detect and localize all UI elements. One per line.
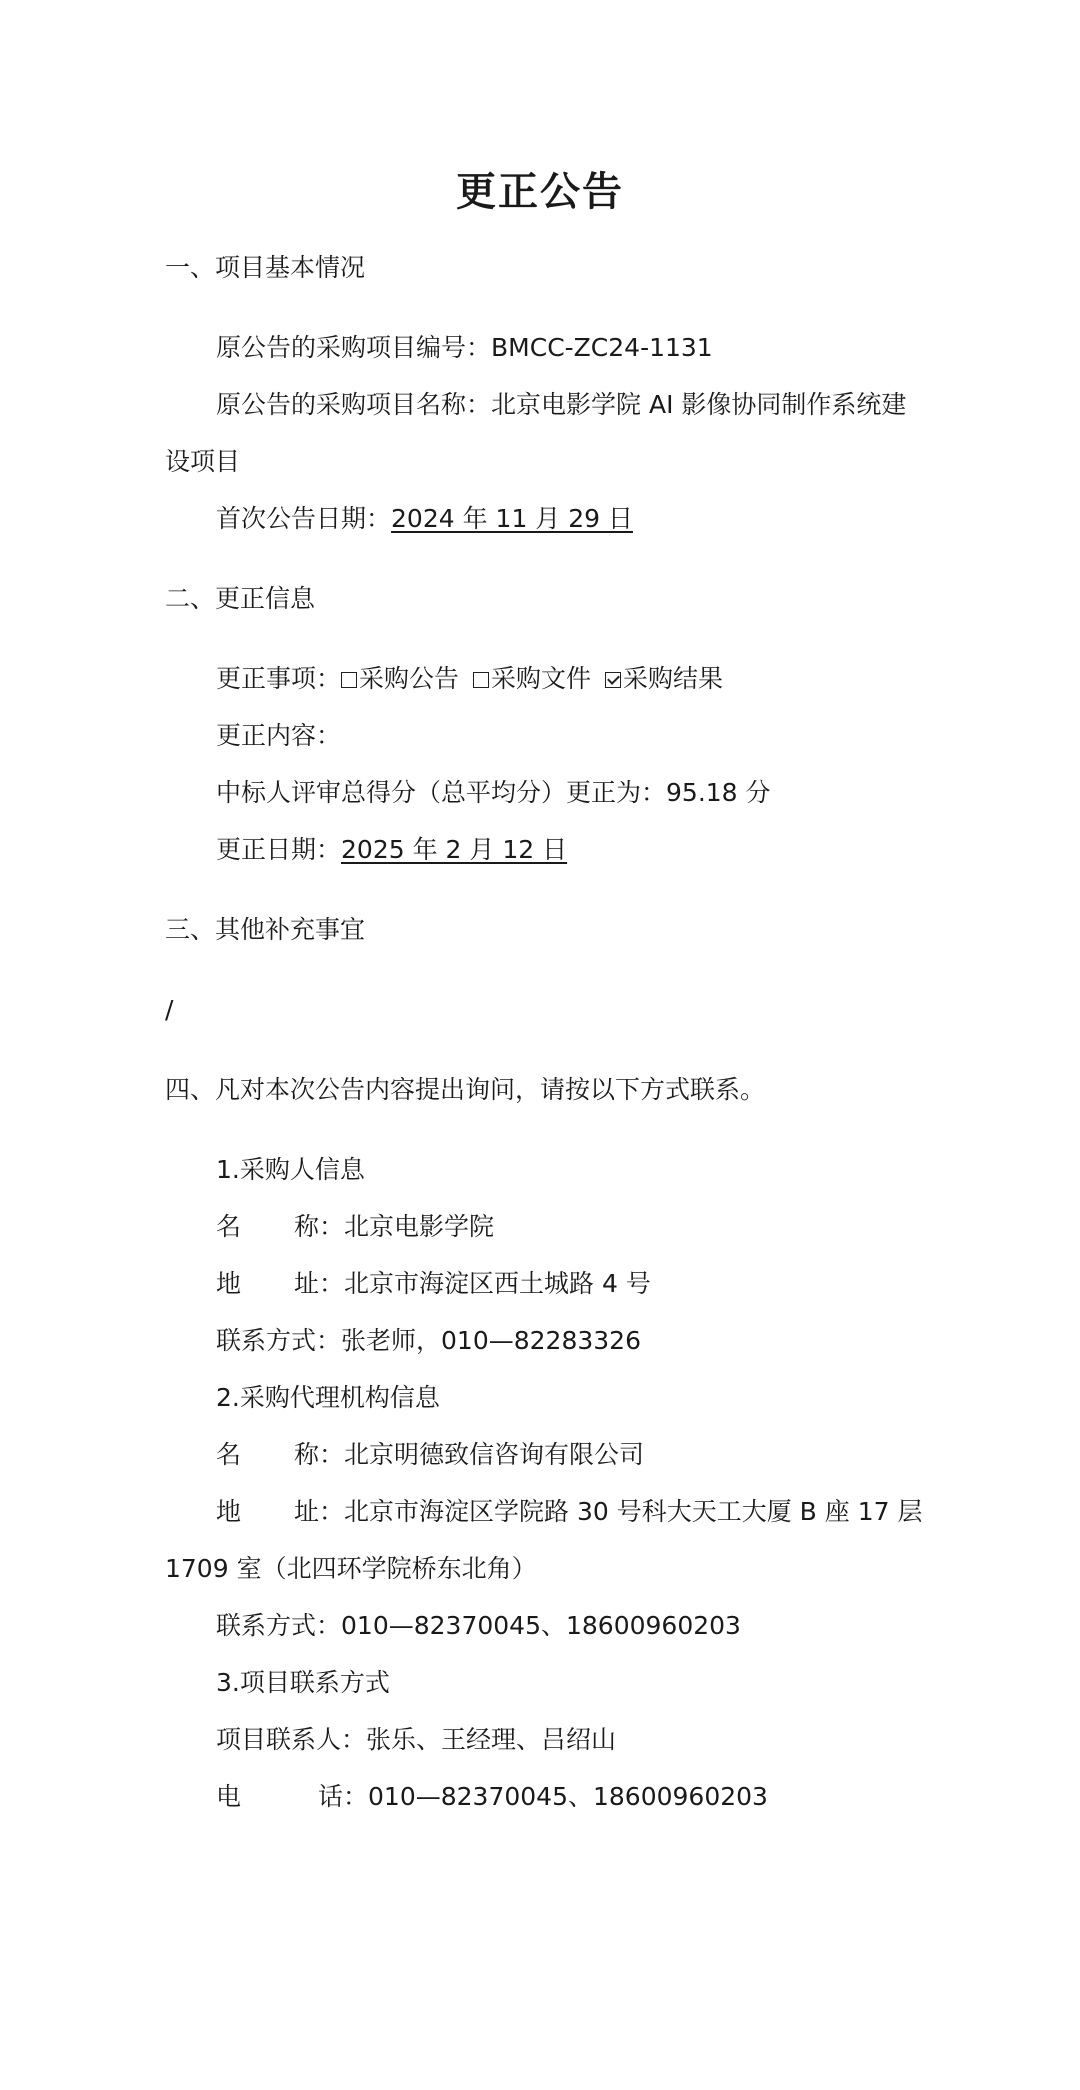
agency-contact-label: 联系方式： — [216, 1611, 342, 1640]
buyer-name-label: 名 — [216, 1212, 242, 1241]
section-2-heading: 二、更正信息 — [165, 584, 316, 613]
project-no-label: 原公告的采购项目编号： — [216, 333, 492, 362]
project-tel-label-suffix: 话： — [318, 1782, 369, 1811]
project-person-label: 项目联系人： — [216, 1725, 367, 1754]
buyer-addr-value: 北京市海淀区西土城路 4 号 — [344, 1269, 651, 1298]
option-documents[interactable] — [473, 664, 591, 693]
correction-date-value: 2025 年 2 月 12 日 — [341, 835, 568, 864]
agency-name-label-suffix: 称： — [294, 1440, 345, 1469]
agency-heading: 2.采购代理机构信息 — [216, 1383, 440, 1412]
project-name-line — [216, 387, 906, 423]
project-tel-line — [216, 1779, 768, 1815]
checkbox-announcement[interactable] — [341, 672, 357, 688]
agency-addr-line — [216, 1494, 922, 1530]
correction-items-line — [216, 661, 723, 697]
agency-contact-value: 010—82370045、18600960203 — [341, 1611, 741, 1640]
option-announcement[interactable] — [341, 664, 459, 693]
page-title: 更正公告 — [456, 169, 624, 215]
agency-addr-label-suffix: 址： — [294, 1497, 345, 1526]
project-person-line — [216, 1722, 616, 1758]
section-3-heading: 三、其他补充事宜 — [165, 915, 366, 944]
agency-name-line — [216, 1437, 644, 1473]
option-results-label: 采购结果 — [623, 664, 724, 693]
agency-addr-value-1: 北京市海淀区学院路 30 号科大天工大厦 B 座 17 层 — [344, 1497, 923, 1526]
buyer-name-line — [216, 1209, 494, 1245]
buyer-name-label-suffix: 称： — [294, 1212, 345, 1241]
buyer-addr-label-suffix: 址： — [294, 1269, 345, 1298]
correction-content: 中标人评审总得分（总平均分）更正为：95.18 分 — [216, 778, 771, 807]
option-results[interactable] — [605, 664, 723, 693]
first-date-label: 首次公告日期： — [216, 504, 392, 533]
agency-name-value: 北京明德致信咨询有限公司 — [344, 1440, 645, 1469]
project-tel-value: 010—82370045、18600960203 — [368, 1782, 768, 1811]
checkbox-documents[interactable] — [473, 672, 489, 688]
agency-addr-label: 地 — [216, 1497, 242, 1526]
buyer-addr-line — [216, 1266, 651, 1302]
project-name-label: 原公告的采购项目名称： — [216, 390, 492, 419]
first-date-value: 2024 年 11 月 29 日 — [391, 504, 633, 533]
project-no-value: BMCC-ZC24-1131 — [491, 333, 713, 362]
correction-date-line — [216, 832, 567, 868]
section-4-heading: 四、凡对本次公告内容提出询问，请按以下方式联系。 — [165, 1075, 766, 1104]
project-name-value-2: 设项目 — [165, 447, 241, 476]
buyer-name-value: 北京电影学院 — [344, 1212, 495, 1241]
project-person-value: 张乐、王经理、吕绍山 — [366, 1725, 617, 1754]
option-documents-label: 采购文件 — [491, 664, 592, 693]
agency-contact-line — [216, 1608, 741, 1644]
section-1-heading: 一、项目基本情况 — [165, 253, 366, 282]
project-tel-label: 电 — [216, 1782, 242, 1811]
project-contact-heading: 3.项目联系方式 — [216, 1668, 390, 1697]
project-no-line — [216, 330, 713, 366]
buyer-contact-label: 联系方式： — [216, 1326, 342, 1355]
first-date-line — [216, 501, 633, 537]
correction-date-label: 更正日期： — [216, 835, 342, 864]
buyer-addr-label: 地 — [216, 1269, 242, 1298]
agency-addr-value-2: 1709 室（北四环学院桥东北角） — [165, 1554, 537, 1583]
section-3-content: / — [165, 995, 174, 1024]
option-announcement-label: 采购公告 — [359, 664, 460, 693]
correction-items-label: 更正事项： — [216, 664, 342, 693]
buyer-heading: 1.采购人信息 — [216, 1155, 365, 1184]
checkbox-results-checked[interactable] — [605, 672, 621, 688]
project-name-value-1: 北京电影学院 AI 影像协同制作系统建 — [491, 390, 907, 419]
correction-content-label: 更正内容： — [216, 721, 342, 750]
buyer-contact-line — [216, 1323, 641, 1359]
agency-name-label: 名 — [216, 1440, 242, 1469]
buyer-contact-value: 张老师，010—82283326 — [341, 1326, 641, 1355]
